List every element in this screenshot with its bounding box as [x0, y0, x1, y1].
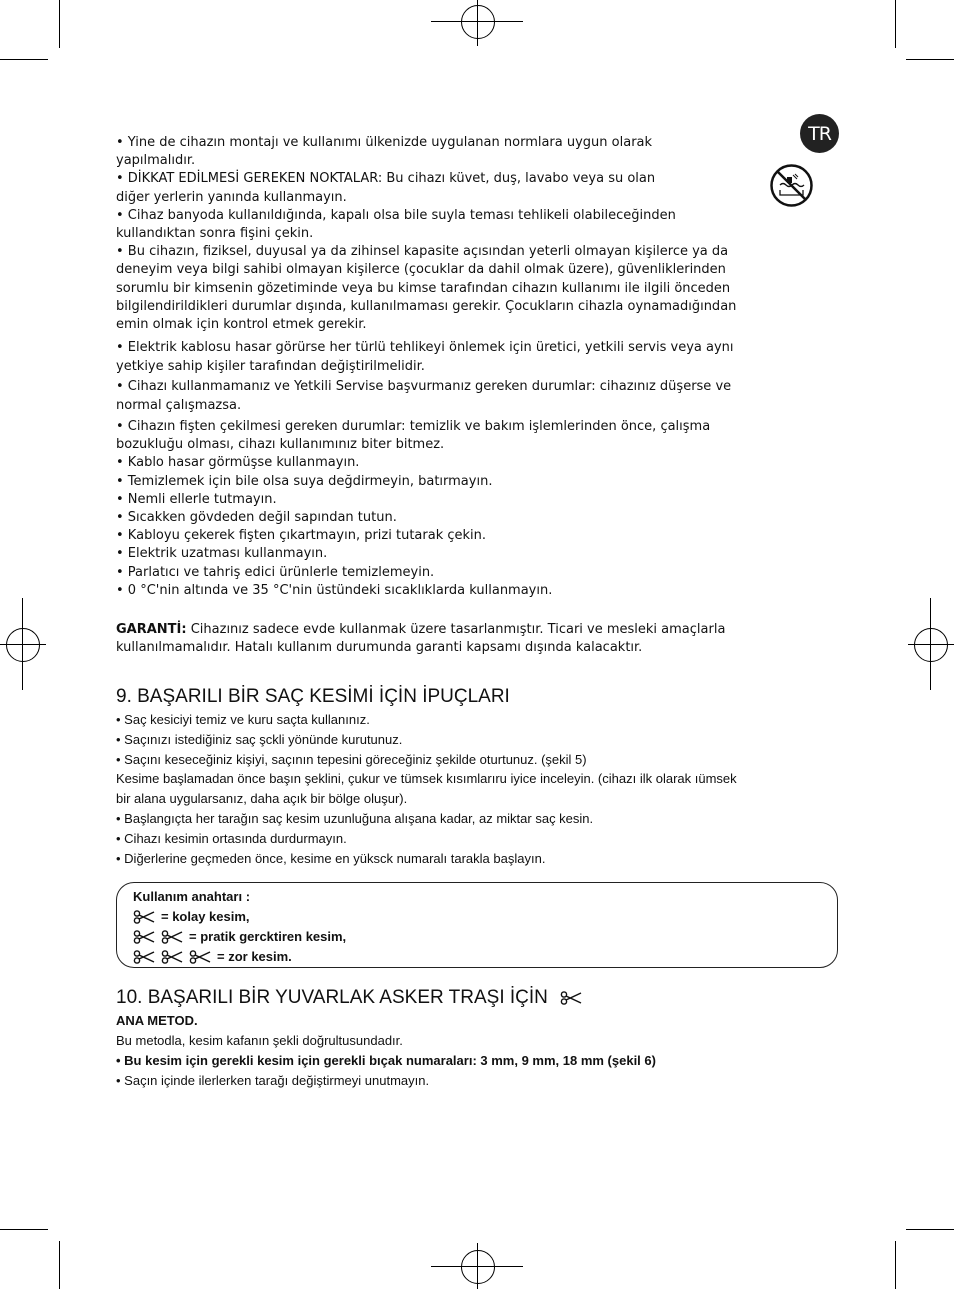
crop-mark [895, 0, 896, 48]
section-9-heading: 9. BAŞARILI BİR SAÇ KESİMİ İÇİN İPUÇLARI [116, 686, 510, 707]
text-line: emin olmak için kontrol etmek gerekir. [116, 317, 367, 333]
crop-mark [906, 59, 954, 60]
text-line: bir alana uygularsanız, daha açık bir bölge oluşur). [116, 791, 408, 807]
scissors-icon [133, 910, 155, 924]
warranty-label: GARANTİ: [116, 622, 187, 637]
text-line: • Temizlemek için bile olsa suya değdirmeyin, batırmayın. [116, 473, 493, 489]
text-line: • Saçın içinde ilerlerken tarağı değiştirmeyi unutmayın. [116, 1073, 430, 1088]
text-line: • Parlatıcı ve tahriş edici ürünlerle temizlemeyin. [116, 564, 435, 580]
text-line: • Cihazı kullanmamanız ve Yetkili Servise başvurmanız gereken durumlar: cihazınız düşerse ve [116, 378, 732, 394]
text-line: • Elektrik uzatması kullanmayın. [116, 546, 328, 562]
text-line: • Cihazın fişten çekilmesi gereken durumlar: temizlik ve bakım işlemlerinden önce, çalışma [116, 419, 711, 434]
text-line: yetkiye sahip kişiler tarafından değiştirilmelidir. [116, 359, 425, 375]
scissors-icon [133, 930, 155, 944]
text-line: • Yine de cihazın montajı ve kullanımı ülkenizde uygulanan normlara uygun olarak [116, 135, 653, 150]
crop-mark [0, 59, 48, 60]
key-practical-label: = pratik gercktiren kesim, [189, 929, 347, 944]
section-10-title: 10. BAŞARILI BİR YUVARLAK ASKER TRAŞI İÇİN [116, 987, 548, 1008]
text-line: sorumlu bir kimsenin gözetiminde veya bu kimse tarafından cihazın kullanımı ile ilgili önceden [116, 280, 731, 296]
text-line: kullandıktan sonra fişini çekin. [116, 226, 314, 242]
text-line: • Diğerlerine geçmeden önce, kesime en yüksck numaralı tarakla başlayın. [116, 850, 546, 866]
key-easy [133, 909, 250, 924]
text-line: Kesime başlamadan önce başın şeklini, çukur ve tümsek kısımlarıru iyice inceleyin. (cihazı ilk olarak ıümsek [116, 771, 737, 787]
text-line: • Kablo hasar görmüşse kullanmayın. [116, 455, 360, 471]
scissors-icon [161, 950, 183, 964]
scissors-icon [189, 950, 211, 964]
text-line: • Nemli ellerle tutmayın. [116, 491, 277, 507]
text-line: • Elektrik kablosu hasar görürse her türlü tehlikeyi önlemek için üretici, yetkili servis veya aynı [116, 340, 734, 355]
text-line: • Bu kesim için gerekli kesim için gerekli bıçak numaraları: 3 mm, 9 mm, 18 mm (şekil 6) [116, 1053, 656, 1068]
section-10-subheading: ANA METOD. [116, 1013, 198, 1028]
crop-mark [59, 0, 60, 48]
crop-mark [895, 1241, 896, 1289]
scissors-icon [560, 991, 582, 1005]
warranty-text: kullanılmamalıdır. Hatalı kullanım durumunda garanti kapsamı dışında kalacaktır. [116, 640, 643, 656]
safety-instructions [116, 134, 796, 334]
text-line: • Saçınızı istediğiniz saç şckli yönünde kurutunuz. [116, 731, 403, 747]
text-line: • Cihaz banyoda kullanıldığında, kapalı olsa bile suyla teması tehlikeli olabileceğinden [116, 207, 676, 223]
text-line: deneyim veya bilgi sahibi olmayan kişilerce (çocuklar da dahil olmak üzere), güvenliklerinden [116, 262, 726, 278]
text-line: • Saçını keseceğiniz kişiyi, saçının tepesini göreceğiniz şekilde oturtunuz. (şekil 5) [116, 751, 587, 767]
text-line: • Kabloyu çekerek fişten çıkartmayın, prizi tutarak çekin. [116, 528, 487, 544]
section-9-body [116, 710, 796, 868]
text-line: yapılmalıdır. [116, 153, 196, 169]
language-badge: TR [800, 114, 839, 153]
section-10-body [116, 1011, 796, 1091]
safety-instructions-list [116, 418, 796, 600]
safety-instructions-continued [116, 338, 796, 416]
scissors-icon [161, 930, 183, 944]
text-line: • Bu cihazın, fiziksel, duyusal ya da zihinsel kapasite açısından yeterli olmayan kişilerce ya da [116, 244, 729, 260]
usage-key-box [116, 882, 838, 968]
text-line: bilgilendirildikleri durumlar dışında, kullanılmaması gerekir. Çocukların cihazla oynamadığından [116, 298, 737, 314]
text-line: bozukluğu olması, cihazı kullanımınız biter bitmez. [116, 437, 445, 453]
text-line: • DİKKAT EDİLMESİ GEREKEN NOKTALAR: Bu cihazı küvet, duş, lavabo veya su olan [116, 171, 656, 187]
crop-mark [906, 1229, 954, 1230]
scissors-icon [133, 950, 155, 964]
text-line: • Sıcakken gövdeden değil sapından tutun. [116, 510, 397, 526]
text-line: • Saç kesiciyi temiz ve kuru saçta kullanınız. [116, 712, 370, 727]
text-line: diğer yerlerin yanında kullanmayın. [116, 189, 347, 205]
section-10-heading [116, 987, 582, 1009]
text-line: normal çalışmazsa. [116, 398, 242, 414]
key-hard-label: = zor kesim. [217, 949, 292, 964]
text-line: • Başlangıçta her tarağın saç kesim uzunluğuna alışana kadar, az miktar saç kesin. [116, 810, 594, 826]
crop-mark [59, 1241, 60, 1289]
warranty-text: Cihazınız sadece evde kullanmak üzere tasarlanmıştır. Ticari ve mesleki amaçlarla [186, 622, 726, 637]
key-hard [133, 949, 292, 964]
text-line: Bu metodla, kesim kafanın şekli doğrultusundadır. [116, 1033, 403, 1048]
text-line: • Cihazı kesimin ortasında durdurmayın. [116, 830, 347, 846]
key-title: Kullanım anahtarı : [133, 889, 251, 904]
key-practical [133, 929, 346, 944]
text-line: • 0 °C'nin altında ve 35 °C'nin üstündeki sıcaklıklarda kullanmayın. [116, 582, 553, 598]
key-easy-label: = kolay kesim, [161, 909, 250, 924]
crop-mark [0, 1229, 48, 1230]
warranty-paragraph [116, 621, 796, 657]
